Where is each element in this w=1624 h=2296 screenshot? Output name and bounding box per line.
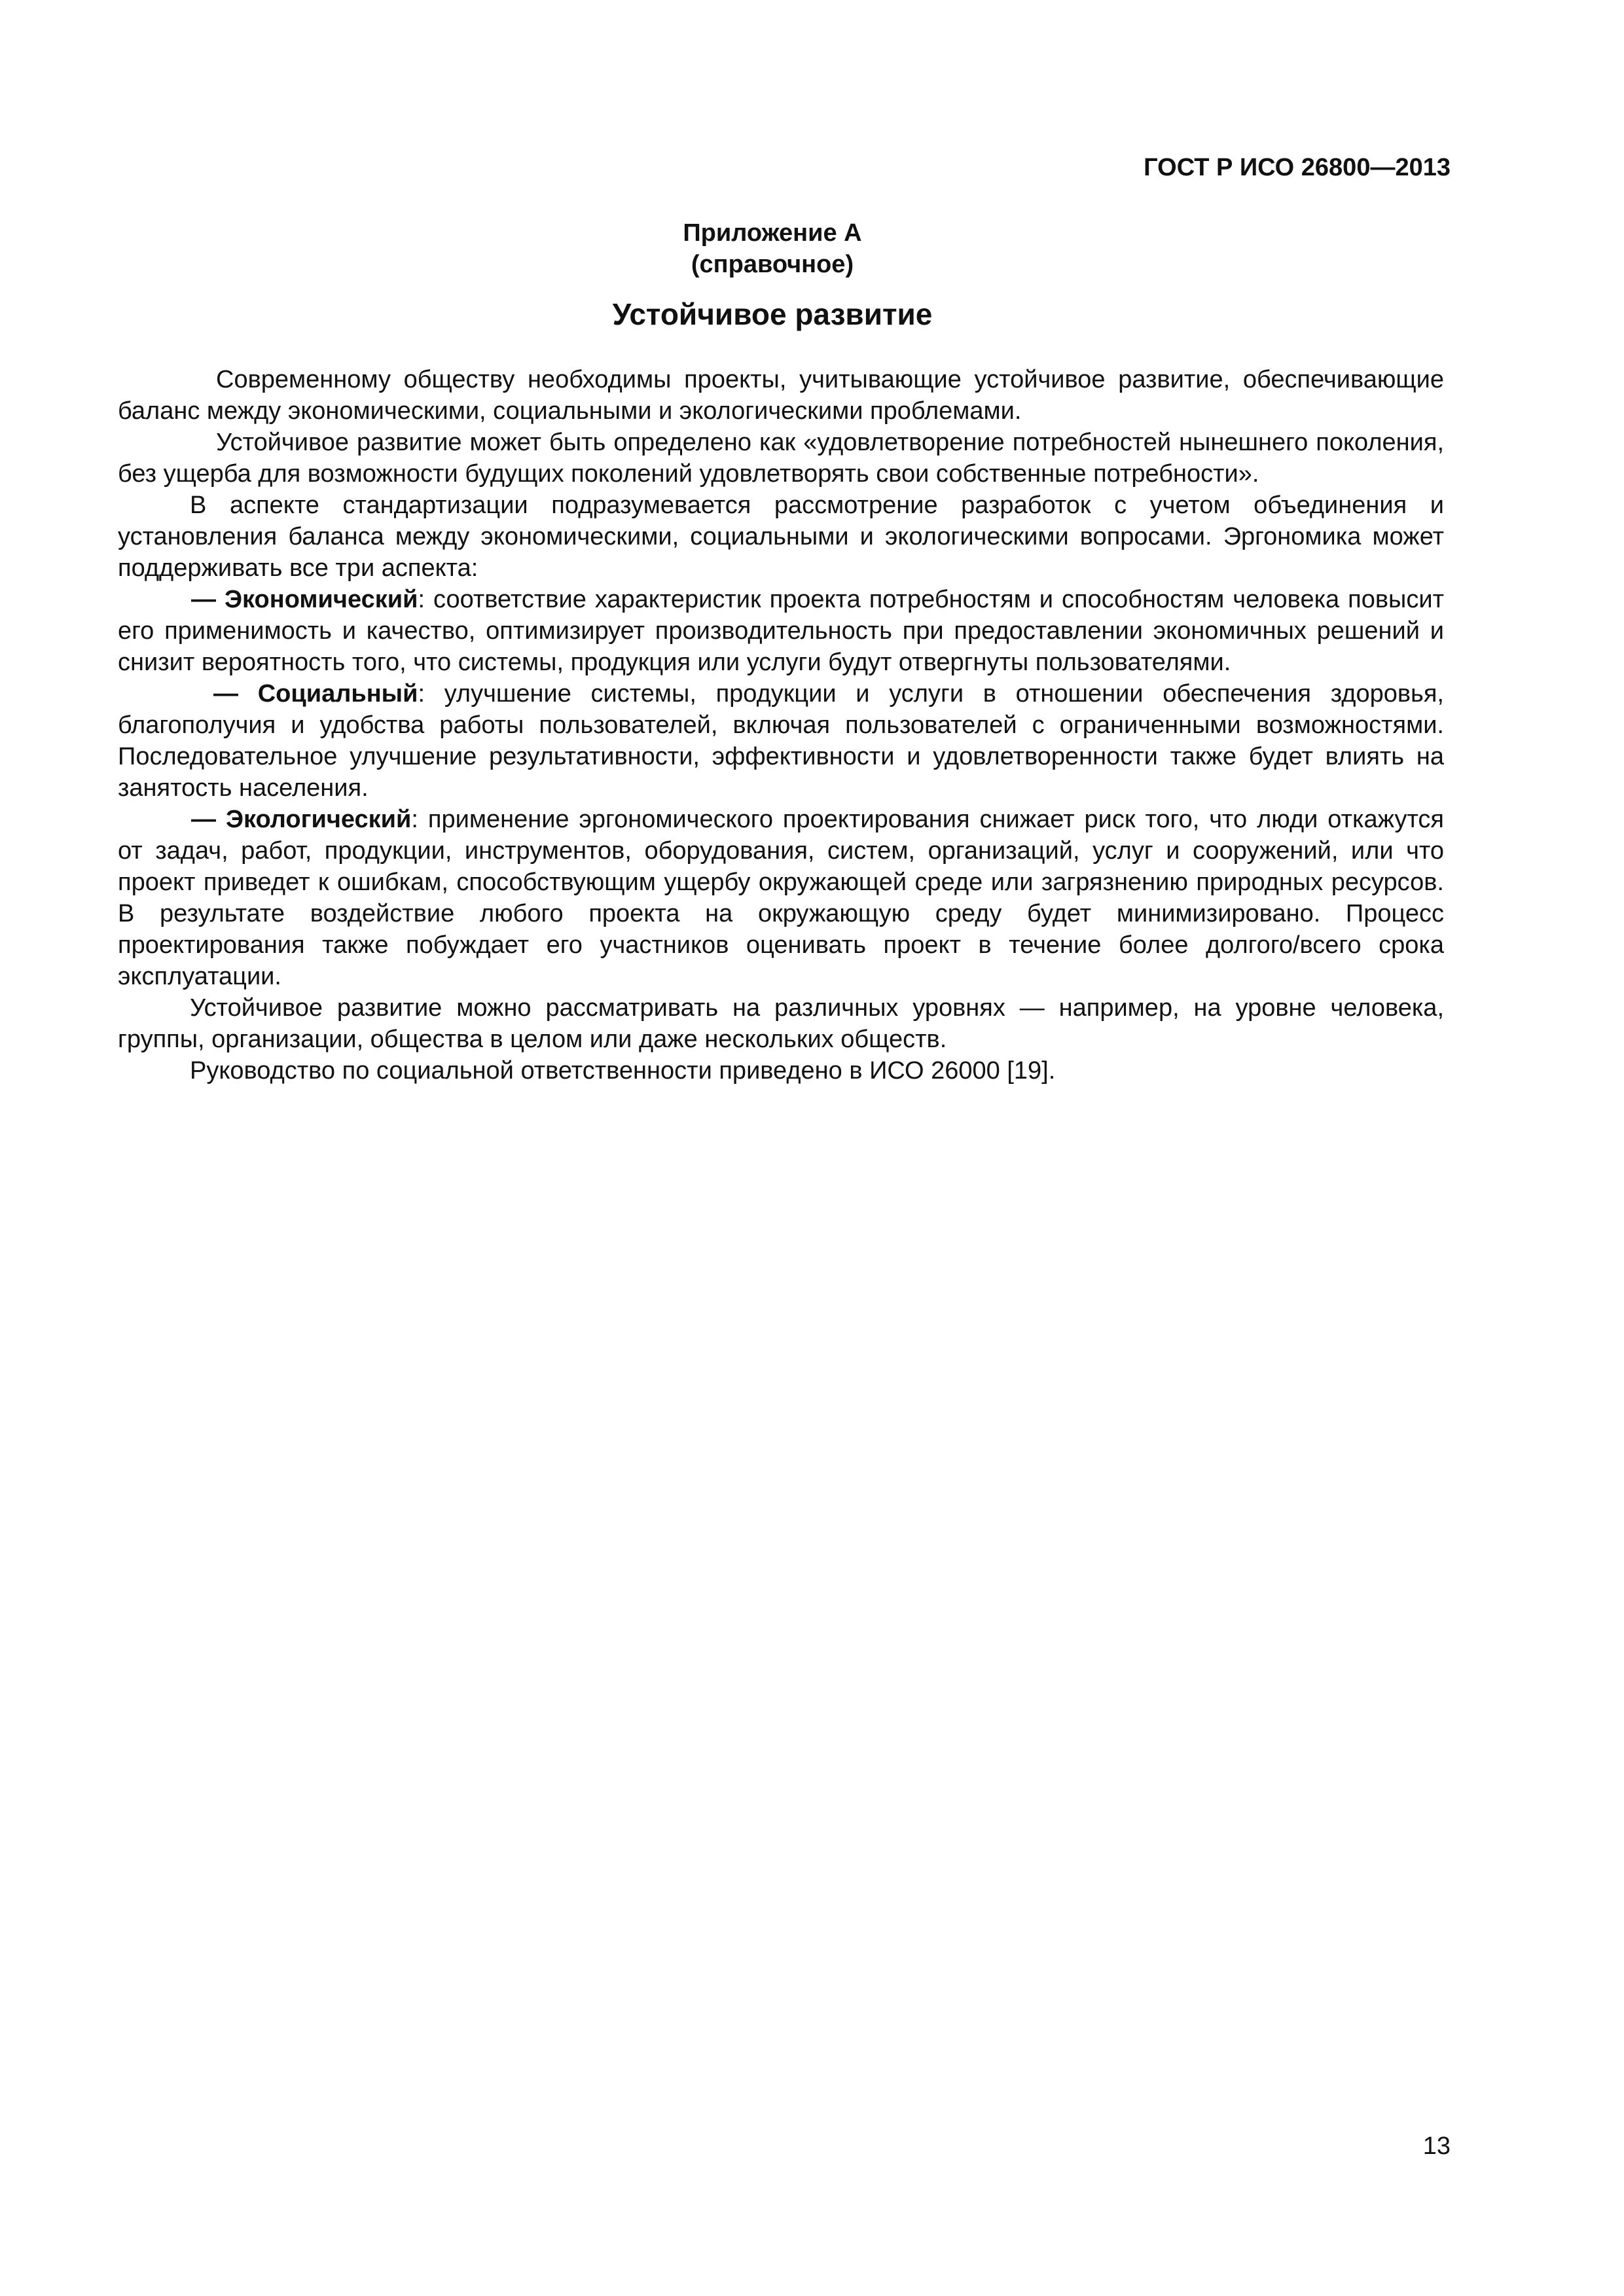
appendix-type: (справочное) (691, 251, 854, 278)
term-social: — Социальный (213, 680, 418, 708)
paragraph-levels: Устойчивое развитие можно рассматривать на различных уровнях — например, на уровне человека, группы, организации, общества в целом или даже нескольких обществ. (118, 994, 1444, 1053)
paragraph-intro: Современному обществу необходимы проекты, учитывающие устойчивое развитие, обеспечивающие баланс между экономическими, социальными и экологическими проблемами. (118, 366, 1444, 425)
paragraph-standardization: В аспекте стандартизации подразумевается рассмотрение разработок с учетом объединения и установления баланса между экономическими, социальными и экологическими вопросами. Эргономика может поддерживать все три аспекта: (118, 492, 1444, 582)
appendix-label: Приложение А (683, 219, 862, 247)
paragraph-social (118, 678, 1444, 804)
document-standard-id: ГОСТ Р ИСО 26800—2013 (1144, 154, 1451, 181)
text-social: : улучшение системы, продукции и услуги в отношении обеспечения здоровья, благополучия и удобства работы пользователей, включая пользователей с ограниченными возможностями. Последовательное улучшение результативности, эффективности и удовлетворенности также будет влиять на занятость населения. (118, 680, 1444, 802)
page-number: 13 (1422, 2132, 1451, 2160)
paragraph-definition: Устойчивое развитие может быть определено как «удовлетворение потребностей нынешнего поколения, без ущерба для возможности будущих поколений удовлетворять свои собственные потребности». (118, 429, 1444, 488)
paragraph-economic (118, 584, 1444, 678)
text-ecological: : применение эргономического проектирования снижает риск того, что люди откажутся от задач, работ, продукции, инструментов, оборудования, систем, организаций, услуг и сооружений, или что проект приведет к ошибкам, способствующим ущербу окружающей среде или загрязнению природных ресурсов. В результате воздействие любого проекта на окружающую среду будет минимизировано. Процесс проектирования также побуждает его участников оценивать проект в течение более долгого/всего срока эксплуатации. (118, 806, 1444, 990)
paragraph-ecological (118, 804, 1444, 992)
term-ecological: — Экологический (191, 806, 412, 833)
section-title: Устойчивое развитие (612, 297, 933, 331)
term-economic: — Экономический (191, 586, 418, 613)
body-text (118, 364, 1444, 1086)
text-economic: : соответствие характеристик проекта потребностям и способностям человека повысит его применимость и качество, оптимизирует производительность при предоставлении экономичных решений и снизит вероятность того, что системы, продукция или услуги будут отвергнуты пользователями. (118, 586, 1445, 676)
paragraph-reference: Руководство по социальной ответственности приведено в ИСО 26000 [19]. (190, 1057, 1056, 1085)
